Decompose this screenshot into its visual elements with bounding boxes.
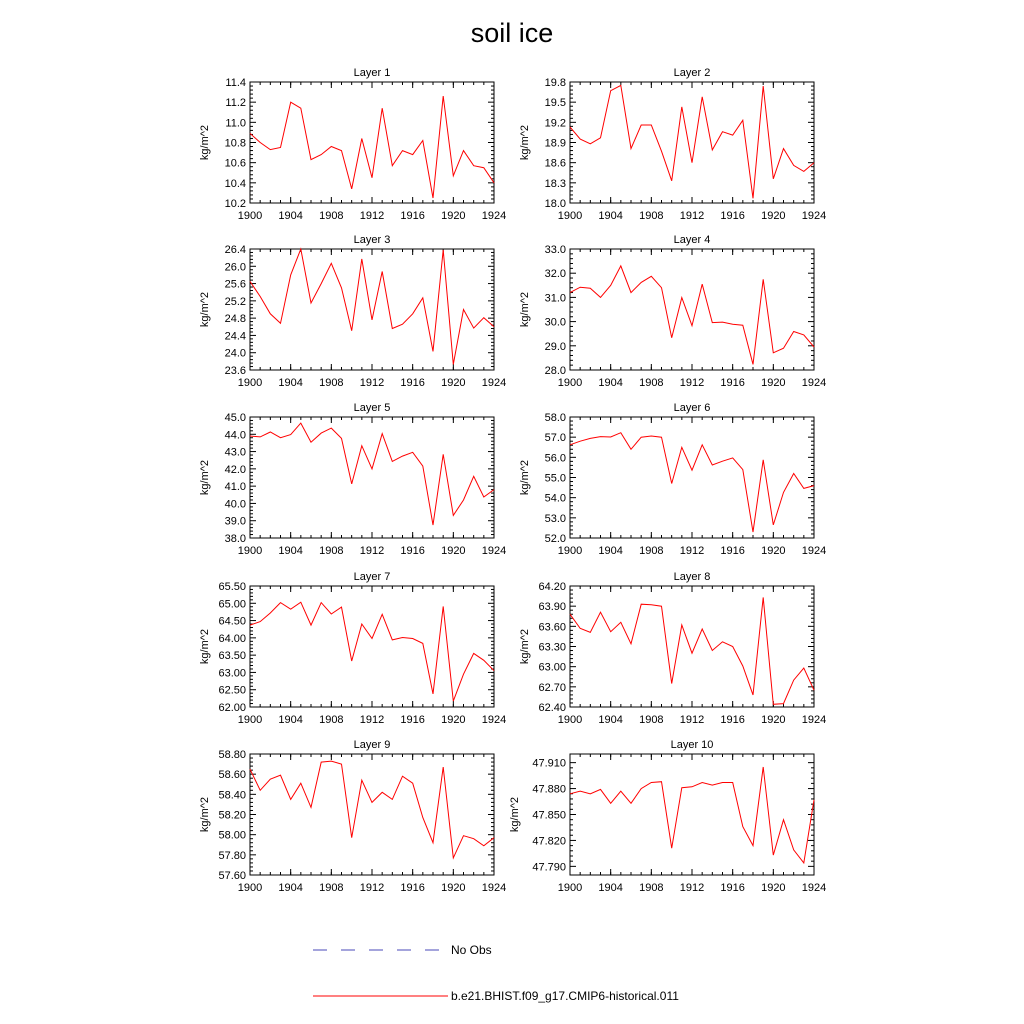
y-tick-label: 64.20 (538, 581, 566, 593)
series-line (250, 761, 494, 858)
x-tick-label: 1904 (598, 377, 623, 389)
y-axis-label: kg/m^2 (519, 628, 531, 665)
y-tick-label: 18.0 (544, 198, 566, 210)
x-tick-label: 1920 (761, 714, 786, 726)
x-tick-label: 1908 (639, 545, 664, 557)
x-tick-label: 1904 (598, 714, 623, 726)
x-tick-label: 1908 (639, 210, 664, 222)
y-tick-label: 28.0 (544, 365, 566, 377)
y-tick-label: 11.2 (225, 97, 246, 110)
y-tick-label: 30.0 (544, 316, 566, 329)
y-tick-label: 63.00 (218, 667, 246, 680)
y-tick-label: 62.00 (218, 702, 246, 714)
y-tick-label: 33.0 (544, 244, 566, 256)
x-tick-label: 1916 (720, 377, 745, 389)
x-tick-label: 1912 (679, 210, 705, 222)
x-tick-label: 1908 (319, 377, 344, 389)
y-tick-label: 62.70 (538, 681, 566, 694)
x-tick-label: 1916 (400, 882, 425, 894)
x-tick-label: 1920 (441, 714, 466, 726)
y-tick-label: 18.3 (544, 177, 566, 190)
panel-layer-4 (519, 234, 826, 389)
x-tick-label: 1912 (359, 210, 385, 222)
x-tick-label: 1916 (720, 210, 745, 222)
panel-layer-10 (509, 739, 826, 894)
panel-title: Layer 2 (673, 67, 711, 79)
y-tick-label: 58.60 (218, 769, 246, 782)
y-axis-label: kg/m^2 (519, 124, 531, 161)
plot-frame (570, 754, 814, 875)
x-tick-label: 1912 (359, 882, 385, 894)
panel-title: Layer 3 (353, 234, 391, 246)
y-tick-label: 57.60 (218, 870, 246, 882)
series-line (250, 602, 494, 701)
y-tick-label: 47.790 (532, 861, 566, 874)
y-tick-label: 43.0 (224, 446, 246, 459)
x-tick-label: 1912 (679, 882, 705, 894)
y-tick-label: 18.6 (544, 157, 566, 170)
y-tick-label: 64.00 (218, 632, 246, 645)
x-tick-label: 1904 (598, 545, 623, 557)
y-axis-label: kg/m^2 (199, 459, 211, 496)
panel-title: Layer 10 (670, 739, 714, 751)
y-tick-label: 39.0 (224, 515, 246, 528)
series-line (570, 767, 814, 863)
y-axis-label: kg/m^2 (199, 124, 211, 161)
y-tick-label: 63.60 (538, 621, 566, 634)
y-tick-label: 31.0 (544, 292, 566, 305)
x-tick-label: 1904 (598, 882, 623, 894)
x-tick-label: 1916 (720, 545, 745, 557)
x-tick-label: 1904 (278, 714, 303, 726)
y-tick-label: 47.880 (532, 783, 566, 796)
x-tick-label: 1912 (679, 545, 705, 557)
legend-label-run: b.e21.BHIST.f09_g17.CMIP6-historical.011 (451, 989, 679, 1003)
y-tick-label: 19.8 (544, 77, 566, 89)
x-tick-label: 1920 (441, 210, 466, 222)
legend-label-no-obs: No Obs (451, 943, 492, 957)
x-tick-label: 1920 (761, 210, 786, 222)
x-tick-label: 1924 (801, 377, 827, 389)
y-tick-label: 25.2 (224, 295, 246, 308)
x-tick-label: 1912 (359, 377, 385, 389)
y-tick-label: 58.00 (218, 829, 246, 842)
x-tick-label: 1908 (639, 714, 664, 726)
x-tick-label: 1924 (481, 714, 507, 726)
plot-frame (250, 586, 494, 707)
plot-frame (570, 586, 814, 707)
panel-title: Layer 7 (353, 571, 391, 583)
y-tick-label: 10.2 (224, 198, 246, 210)
panel-title: Layer 5 (353, 402, 391, 414)
x-tick-label: 1912 (359, 714, 385, 726)
panel-layer-2 (519, 67, 826, 222)
x-tick-label: 1900 (237, 545, 263, 557)
x-tick-label: 1924 (481, 545, 507, 557)
y-axis-label: kg/m^2 (199, 291, 211, 328)
plot-frame (250, 82, 494, 203)
series-line (570, 597, 814, 704)
y-tick-label: 10.4 (224, 177, 246, 190)
y-axis-label: kg/m^2 (199, 628, 211, 665)
x-tick-label: 1920 (441, 545, 466, 557)
y-tick-label: 47.820 (532, 835, 566, 848)
x-tick-label: 1900 (557, 545, 583, 557)
y-tick-label: 58.40 (218, 789, 246, 802)
y-tick-label: 47.850 (532, 809, 566, 822)
x-tick-label: 1908 (639, 882, 664, 894)
y-tick-label: 19.5 (544, 97, 566, 110)
legend (313, 943, 679, 1003)
plot-frame (250, 754, 494, 875)
y-tick-label: 24.8 (224, 313, 246, 326)
x-tick-label: 1912 (679, 377, 705, 389)
x-tick-label: 1916 (400, 545, 425, 557)
x-tick-label: 1924 (481, 882, 507, 894)
panel-layer-1 (199, 67, 506, 222)
x-tick-label: 1924 (481, 377, 507, 389)
x-tick-label: 1900 (557, 882, 583, 894)
x-tick-label: 1912 (679, 714, 705, 726)
x-tick-label: 1924 (801, 545, 827, 557)
plot-frame (570, 417, 814, 538)
x-tick-label: 1924 (801, 882, 827, 894)
y-tick-label: 10.8 (224, 137, 246, 150)
y-tick-label: 11.0 (225, 117, 246, 130)
plot-frame (250, 417, 494, 538)
x-tick-label: 1900 (237, 714, 263, 726)
y-tick-label: 47.910 (532, 757, 566, 770)
y-axis-label: kg/m^2 (519, 291, 531, 328)
panel-layer-7 (199, 571, 506, 726)
series-line (570, 266, 814, 365)
y-tick-label: 63.30 (538, 641, 566, 654)
series-line (250, 249, 494, 364)
x-tick-label: 1900 (557, 377, 583, 389)
panel-layer-5 (199, 402, 506, 557)
y-axis-label: kg/m^2 (509, 796, 521, 833)
y-tick-label: 55.0 (544, 472, 566, 485)
y-tick-label: 41.0 (224, 481, 246, 494)
x-tick-label: 1908 (319, 714, 344, 726)
x-tick-label: 1912 (359, 545, 385, 557)
x-tick-label: 1916 (720, 714, 745, 726)
y-tick-label: 29.0 (544, 340, 566, 353)
x-tick-label: 1900 (237, 210, 263, 222)
y-tick-label: 58.20 (218, 809, 246, 822)
series-line (570, 85, 814, 198)
y-tick-label: 63.90 (538, 601, 566, 614)
y-tick-label: 64.50 (218, 615, 246, 628)
x-tick-label: 1908 (639, 377, 664, 389)
panel-layer-6 (519, 402, 826, 557)
series-line (250, 96, 494, 198)
x-tick-label: 1900 (557, 210, 583, 222)
x-tick-label: 1920 (441, 377, 466, 389)
y-tick-label: 52.0 (544, 533, 566, 545)
x-tick-label: 1904 (278, 210, 303, 222)
series-line (570, 433, 814, 532)
x-tick-label: 1904 (278, 377, 303, 389)
y-tick-label: 18.9 (544, 137, 566, 150)
x-tick-label: 1924 (481, 210, 507, 222)
figure-title: soil ice (470, 18, 554, 48)
x-tick-label: 1916 (400, 714, 425, 726)
x-tick-label: 1924 (801, 210, 827, 222)
y-tick-label: 65.00 (218, 598, 246, 611)
series-line (250, 423, 494, 525)
y-tick-label: 44.0 (224, 429, 246, 442)
x-tick-label: 1908 (319, 545, 344, 557)
panel-layer-9 (199, 739, 506, 894)
y-tick-label: 62.50 (218, 684, 246, 697)
x-tick-label: 1920 (761, 377, 786, 389)
y-tick-label: 45.0 (224, 412, 246, 424)
panel-title: Layer 8 (673, 571, 711, 583)
y-tick-label: 42.0 (224, 463, 246, 476)
y-axis-label: kg/m^2 (519, 459, 531, 496)
y-tick-label: 40.0 (224, 498, 246, 511)
y-tick-label: 62.40 (538, 702, 566, 714)
x-tick-label: 1924 (801, 714, 827, 726)
y-tick-label: 24.4 (224, 330, 246, 343)
y-tick-label: 19.2 (544, 117, 566, 130)
x-tick-label: 1904 (278, 545, 303, 557)
y-tick-label: 26.4 (224, 244, 246, 256)
plot-frame (250, 249, 494, 370)
panel-layer-3 (199, 234, 506, 389)
y-axis-label: kg/m^2 (199, 796, 211, 833)
y-tick-label: 56.0 (544, 452, 566, 465)
y-tick-label: 63.00 (538, 661, 566, 674)
panel-title: Layer 1 (353, 67, 391, 79)
x-tick-label: 1916 (400, 210, 425, 222)
y-tick-label: 10.6 (224, 157, 246, 170)
x-tick-label: 1900 (557, 714, 583, 726)
y-tick-label: 11.4 (225, 77, 246, 89)
plot-frame (570, 82, 814, 203)
panel-title: Layer 9 (353, 739, 391, 751)
x-tick-label: 1920 (761, 545, 786, 557)
panel-title: Layer 6 (673, 402, 711, 414)
y-tick-label: 57.0 (544, 432, 566, 445)
plot-frame (570, 249, 814, 370)
x-tick-label: 1908 (319, 210, 344, 222)
y-tick-label: 23.6 (224, 365, 246, 377)
y-tick-label: 24.0 (224, 347, 246, 360)
x-tick-label: 1920 (441, 882, 466, 894)
x-tick-label: 1900 (237, 377, 263, 389)
y-tick-label: 58.0 (544, 412, 566, 424)
y-tick-label: 65.50 (218, 581, 246, 593)
x-tick-label: 1908 (319, 882, 344, 894)
x-tick-label: 1900 (237, 882, 263, 894)
y-tick-label: 58.80 (218, 749, 246, 761)
y-tick-label: 32.0 (544, 268, 566, 281)
y-tick-label: 38.0 (224, 533, 246, 545)
x-tick-label: 1916 (720, 882, 745, 894)
y-tick-label: 54.0 (544, 492, 566, 505)
panel-title: Layer 4 (673, 234, 711, 246)
x-tick-label: 1904 (278, 882, 303, 894)
panel-layer-8 (519, 571, 826, 726)
y-tick-label: 26.0 (224, 261, 246, 274)
y-tick-label: 63.50 (218, 650, 246, 663)
x-tick-label: 1904 (598, 210, 623, 222)
y-tick-label: 25.6 (224, 278, 246, 291)
x-tick-label: 1916 (400, 377, 425, 389)
y-tick-label: 57.80 (218, 849, 246, 862)
x-tick-label: 1920 (761, 882, 786, 894)
y-tick-label: 53.0 (544, 512, 566, 525)
